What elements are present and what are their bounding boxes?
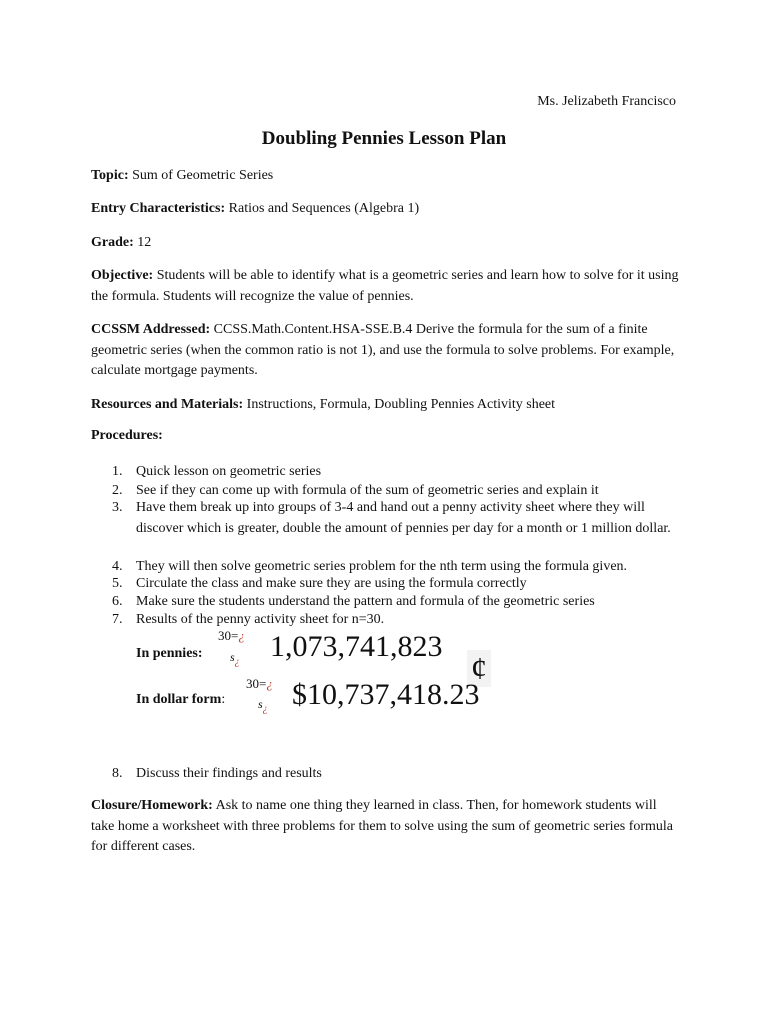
formula-s: s — [230, 650, 235, 664]
list-item-number: 1. — [112, 464, 123, 479]
list-item-number: 6. — [112, 594, 123, 609]
ccssm-paragraph — [91, 320, 681, 382]
entry-value: Ratios and Sequences (Algebra 1) — [228, 201, 420, 216]
formula-top — [218, 628, 245, 644]
closure-value: Ask to name one thing they learned in class. Then, for homework students will take home a worksheet with three problems for them to solve using the sum of geometric series formula for different cases. — [91, 798, 674, 854]
dollar-label: In dollar form — [136, 692, 222, 707]
list-item-number: 7. — [112, 612, 123, 627]
pennies-value: 1,073,741,823 — [270, 630, 443, 663]
dollar-label-wrap — [136, 692, 225, 708]
resources-label: Resources and Materials: — [91, 397, 244, 412]
list-item-number: 8. — [112, 766, 123, 781]
closure-paragraph — [91, 796, 681, 858]
resources-value: Instructions, Formula, Doubling Pennies Activity sheet — [246, 397, 556, 412]
objective-paragraph — [91, 266, 681, 307]
entry-line — [91, 199, 681, 220]
topic-value: Sum of Geometric Series — [132, 168, 274, 183]
formula-top-number: 30= — [246, 676, 267, 691]
closure-label: Closure/Homework: — [91, 798, 213, 813]
grade-line — [91, 233, 681, 254]
page-title: Doubling Pennies Lesson Plan — [261, 128, 507, 149]
formula-sub-symbol: ¿ — [234, 656, 240, 668]
topic-label: Topic: — [91, 168, 129, 183]
list-item-text: They will then solve geometric series problem for the nth term using the formula given. — [136, 559, 628, 574]
grade-value: 12 — [137, 235, 152, 250]
list-item — [112, 764, 672, 785]
list-item-text: Circulate the class and make sure they are using the formula correctly — [136, 576, 527, 591]
topic-line — [91, 166, 681, 187]
formula-sub-symbol: ¿ — [262, 703, 268, 715]
formula-top-symbol: ¿ — [238, 628, 245, 643]
list-item — [112, 610, 672, 631]
dollar-value: $10,737,418.23 — [292, 678, 480, 711]
list-item — [112, 462, 672, 483]
objective-value: Students will be able to identify what is a geometric series and learn how to solve for it using the formula. Students will recognize the value of pennies. — [91, 268, 679, 304]
list-item-text: Have them break up into groups of 3-4 and hand out a penny activity sheet where they will discover which is greater, double the amount of pennies per day for a month or 1 million dollar. — [136, 500, 671, 536]
ccssm-value: CCSS.Math.Content.HSA-SSE.B.4 Derive the formula for the sum of a finite geometric series (when the common ratio is not 1), and use the formula to solve problems. For example, calculate mortgage payments. — [91, 322, 675, 378]
list-item-number: 4. — [112, 559, 123, 574]
ccssm-label: CCSSM Addressed: — [91, 322, 211, 337]
grade-label: Grade: — [91, 235, 134, 250]
list-item-text: See if they can come up with formula of the sum of geometric series and explain it — [136, 483, 599, 498]
formula-subscript — [230, 650, 240, 667]
cent-symbol: ¢ — [467, 650, 491, 687]
formula-s: s — [258, 697, 263, 711]
objective-label: Objective: — [91, 268, 154, 283]
resources-line — [91, 395, 681, 416]
procedures-heading: Procedures: — [91, 428, 163, 443]
list-item-text: Discuss their findings and results — [136, 766, 322, 781]
list-item-number: 2. — [112, 483, 123, 498]
formula-top-number: 30= — [218, 628, 239, 643]
author-name: Ms. Jelizabeth Francisco — [537, 94, 676, 109]
list-item-number: 3. — [112, 500, 123, 515]
formula-subscript — [258, 697, 268, 714]
formula-top-symbol: ¿ — [266, 676, 273, 691]
list-item-text: Make sure the students understand the pattern and formula of the geometric series — [136, 594, 595, 609]
entry-label: Entry Characteristics: — [91, 201, 226, 216]
list-item-text: Results of the penny activity sheet for n=30. — [136, 612, 385, 627]
list-item-number: 5. — [112, 576, 123, 591]
list-item — [112, 498, 672, 539]
pennies-label: In pennies: — [136, 646, 203, 661]
formula-top — [246, 676, 273, 692]
dollar-colon: : — [221, 692, 226, 707]
list-item-text: Quick lesson on geometric series — [136, 464, 322, 479]
